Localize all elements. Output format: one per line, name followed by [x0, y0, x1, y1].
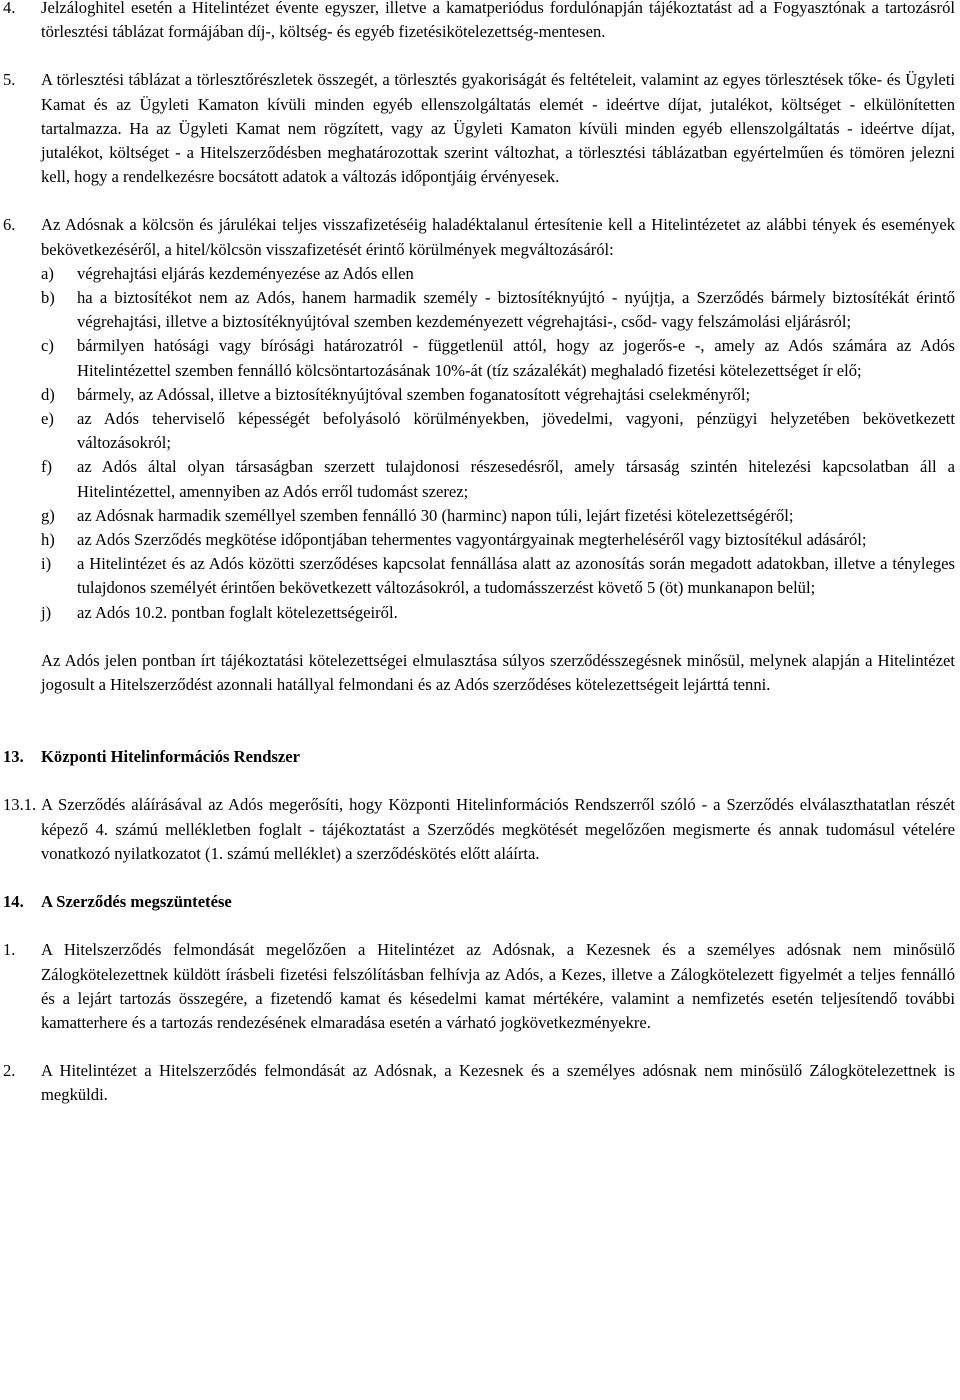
subitem-text: az Adós teherviselő képességét befolyásoló körülményekben, jövedelmi, vagyoni, pénzügyi helyzetében bekövetkezett változásokról; [77, 409, 955, 453]
subitem-text: az Adósnak harmadik személlyel szemben fennálló 30 (harminc) napon túli, lejárt fizetési kötelezettségéről; [77, 505, 794, 525]
subsection-number: 13.1. [3, 795, 37, 815]
section-number: 14. [3, 892, 24, 912]
item-6-closing-paragraph: Az Adós jelen pontban írt tájékoztatási kötelezettségei elmulasztása súlyos szerződésszegésnek minősül, melynek alapján a Hitelintézet jogosult a Hitelszerződést azonnali hatállyal felmondani és az Adós szerződéses kötelezettségeit lejárttá tenni. [41, 650, 955, 695]
section-number: 13. [3, 747, 24, 767]
subitem-j [0, 601, 960, 625]
subitem-b [0, 286, 960, 334]
subitem-e [0, 407, 960, 455]
subitem-letter: j) [41, 602, 52, 622]
subsection-13-1 [0, 793, 960, 866]
subitem-a [0, 262, 960, 286]
subitem-letter: b) [41, 288, 55, 308]
subitem-text: az Adós 10.2. pontban foglalt kötelezettségeiről. [77, 602, 398, 622]
subitem-text: ha a biztosítékot nem az Adós, hanem harmadik személy - biztosítéknyújtó - nyújtja, a Szerződés bármely biztosítékát érintő végrehajtási, illetve a biztosítéknyújtóval szemben kezdeményezett végrehajtási-, csőd- vagy felszámolási eljárásról; [77, 288, 955, 332]
subitem-f [0, 455, 960, 503]
subitem-letter: e) [41, 409, 54, 429]
subitem-d [0, 383, 960, 407]
subitem-text: az Adós Szerződés megkötése időpontjában tehermentes vagyontárgyainak megterheléséről vagy biztosítékul adásáról; [77, 530, 867, 550]
item-number: 1. [3, 940, 16, 960]
subitem-text: a Hitelintézet és az Adós közötti szerződéses kapcsolat fennállása alatt az azonosítás során megadott adatokban, illetve a tényleges tulajdonos személyét érintően bekövetkezett változásokról, a tudomásszerzést követő 5 (öt) munkanapon belül; [77, 554, 955, 598]
section-13-heading [0, 745, 960, 769]
subitem-h [0, 528, 960, 552]
section-14-item-2 [0, 1059, 960, 1107]
item-number: 6. [3, 215, 16, 235]
subsection-text: A Szerződés aláírásával az Adós megerősíti, hogy Központi Hitelinformációs Rendszerről szóló - a Szerződés elválaszthatatlan részét képező 4. számú mellékletben foglalt - tájékoztatást a Szerződés megkötését megelőzően megismerte és annak tudomásul vételére vonatkozó nyilatkozatot (1. számú melléklet) a szerződéskötés előtt aláírta. [41, 795, 955, 863]
subitem-letter: f) [41, 457, 53, 477]
subitem-c [0, 334, 960, 382]
subitem-text: végrehajtási eljárás kezdeményezése az Adós ellen [77, 263, 414, 283]
subitem-letter: i) [41, 554, 52, 574]
item-text: A Hitelintézet a Hitelszerződés felmondását az Adósnak, a Kezesnek és a személyes adósnak nem minősülő Zálogkötelezettnek is megküldi. [41, 1061, 955, 1105]
section-title: A Szerződés megszüntetése [41, 892, 232, 912]
item-text: A törlesztési táblázat a törlesztőrészletek összegét, a törlesztés gyakoriságát és feltételeit, valamint az egyes törlesztések tőke- és Ügyleti Kamat és az Ügyleti Kamaton kívüli minden egyéb ellenszolgáltatás elemét - ideértve díjat, jutalékot, költséget - elkülönítetten tartalmazza. Ha az Ügyleti Kamat nem rögzített, vagy az Ügyleti Kamaton kívüli minden egyéb ellenszolgáltatás - ideértve díjat, jutalékot, költséget - a Hitelszerződésben meghatározottak szerint változhat, a törlesztési táblázatban egyértelműen és tömören jelezni kell, hogy a rendelkezésre bocsátott adatok a változás időpontjáig érvényesek. [41, 70, 955, 187]
section-14-heading [0, 890, 960, 914]
section-14-item-1 [0, 938, 960, 1035]
item-number: 2. [3, 1061, 16, 1081]
subitem-letter: c) [41, 336, 54, 356]
list-item-4 [0, 0, 960, 44]
item-number: 5. [3, 70, 16, 90]
subitem-i [0, 552, 960, 600]
item-number: 4. [3, 0, 16, 17]
subitem-letter: g) [41, 505, 55, 525]
subitem-g [0, 504, 960, 528]
item-text: Jelzáloghitel esetén a Hitelintézet évente egyszer, illetve a kamatperiódus fordulónapján tájékoztatást ad a Fogyasztónak a tartozásról törlesztési táblázat formájában díj-, költség- és egyéb fizetésikötelezettség-mentesen. [41, 0, 955, 42]
subitem-text: bármely, az Adóssal, illetve a biztosítéknyújtóval szemben foganatosított végrehajtási cselekményről; [77, 384, 751, 404]
item-text: Az Adósnak a kölcsön és járulékai teljes visszafizetéséig haladéktalanul értesítenie kell a Hitelintézetet az alábbi tények és események bekövetkezéséről, a hitel/kölcsön visszafizetését érintő körülmények megváltozásáról: [41, 215, 955, 259]
subitem-text: az Adós által olyan társaságban szerzett tulajdonosi részesedésről, amely társaság szintén hitelezési kapcsolatban áll a Hitelintézettel, amennyiben az Adós erről tudomást szerez; [77, 457, 955, 501]
section-title: Központi Hitelinformációs Rendszer [41, 747, 301, 767]
subitem-letter: d) [41, 384, 55, 404]
item-text: A Hitelszerződés felmondását megelőzően a Hitelintézet az Adósnak, a Kezesnek és a személyes adósnak nem minősülő Zálogkötelezettnek küldött írásbeli fizetési felszólításban felhívja az Adós, a Kezes, illetve a Zálogkötelezett figyelmét a teljes fennálló és a lejárt tartozás összegére, a fizetendő kamat és késedelmi kamat mértékére, valamint a nemfizetés esetén teljesítendő további kamatterhere és a tartozás rendezésének elmaradása esetén a várható jogkövetkezményekre. [41, 940, 955, 1032]
list-item-6 [0, 213, 960, 261]
subitem-letter: h) [41, 530, 55, 550]
subitem-text: bármilyen hatósági vagy bírósági határozatról - függetlenül attól, hogy az jogerős-e -, amely az Adós számára az Adós Hitelintézettel szemben fennálló kölcsöntartozásának 10%-át (tíz százalékát) meghaladó fizetési kötelezettséget ír elő; [77, 336, 955, 380]
subitem-letter: a) [41, 263, 54, 283]
list-item-5 [0, 68, 960, 189]
